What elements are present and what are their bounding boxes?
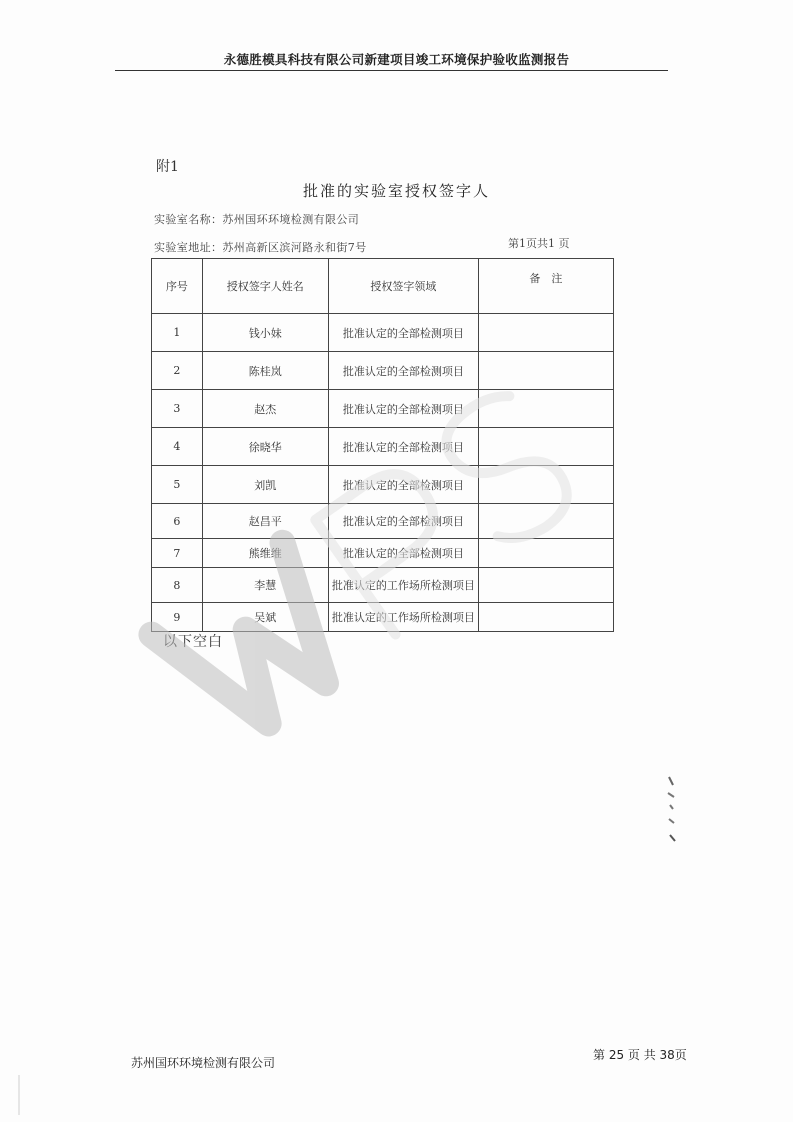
table-row — [152, 504, 614, 539]
binding-edge-marks — [664, 775, 680, 845]
cell-note — [478, 603, 613, 632]
cell-no: 4 — [152, 428, 203, 466]
header-divider — [115, 70, 668, 71]
cell-no: 7 — [152, 539, 203, 568]
cell-field: 批准认定的全部检测项目 — [328, 539, 478, 568]
cell-no: 6 — [152, 504, 203, 539]
cell-no: 8 — [152, 568, 203, 603]
cell-note — [478, 504, 613, 539]
cell-name: 徐晓华 — [202, 428, 328, 466]
lab-name-line: 实验室名称：苏州国环环境检测有限公司 — [154, 213, 360, 226]
cell-field: 批准认定的工作场所检测项目 — [328, 603, 478, 632]
cell-name: 赵杰 — [202, 390, 328, 428]
table-row — [152, 603, 614, 632]
footer-page-number: 第 25 页 共 38页 — [593, 1048, 687, 1062]
cell-name: 李慧 — [202, 568, 328, 603]
table-header-row — [152, 259, 614, 314]
col-header-note-label: 备 注 — [529, 272, 563, 285]
cell-field: 批准认定的全部检测项目 — [328, 466, 478, 504]
cell-field: 批准认定的全部检测项目 — [328, 504, 478, 539]
cell-no: 5 — [152, 466, 203, 504]
table-row — [152, 352, 614, 390]
lab-address-line: 实验室地址：苏州高新区滨河路永和街7号 — [154, 241, 367, 254]
cell-no: 2 — [152, 352, 203, 390]
cell-note — [478, 466, 613, 504]
document-title: 批准的实验室授权签字人 — [302, 182, 490, 200]
table-page-count: 第1页共1 页 — [508, 237, 570, 250]
appendix-label: 附1 — [156, 159, 179, 175]
cell-note — [478, 539, 613, 568]
cell-note — [478, 568, 613, 603]
cell-no: 3 — [152, 390, 203, 428]
cell-no: 9 — [152, 603, 203, 632]
cell-field: 批准认定的工作场所检测项目 — [328, 568, 478, 603]
cell-field: 批准认定的全部检测项目 — [328, 428, 478, 466]
scan-edge-shadow — [18, 1075, 20, 1115]
cell-note — [478, 390, 613, 428]
table-row — [152, 466, 614, 504]
table-row — [152, 314, 614, 352]
report-header-title: 永德胜模具科技有限公司新建项目竣工环境保护验收监测报告 — [223, 52, 570, 67]
cell-note — [478, 428, 613, 466]
cell-name: 陈桂岚 — [202, 352, 328, 390]
table-row — [152, 428, 614, 466]
cell-note — [478, 314, 613, 352]
signatory-table — [151, 258, 614, 632]
table-row — [152, 390, 614, 428]
col-header-name: 授权签字人姓名 — [202, 259, 328, 314]
table-row — [152, 539, 614, 568]
cell-no: 1 — [152, 314, 203, 352]
empty-below-note: 以下空白 — [163, 634, 223, 650]
cell-name: 熊维维 — [202, 539, 328, 568]
cell-name: 赵昌平 — [202, 504, 328, 539]
cell-field: 批准认定的全部检测项目 — [328, 352, 478, 390]
cell-note — [478, 352, 613, 390]
cell-name: 钱小妹 — [202, 314, 328, 352]
table-row — [152, 568, 614, 603]
cell-name: 刘凯 — [202, 466, 328, 504]
cell-field: 批准认定的全部检测项目 — [328, 390, 478, 428]
cell-name: 吴斌 — [202, 603, 328, 632]
col-header-field: 授权签字领域 — [328, 259, 478, 314]
footer-company-name: 苏州国环环境检测有限公司 — [131, 1056, 276, 1070]
col-header-note — [478, 259, 613, 314]
col-header-no: 序号 — [152, 259, 203, 314]
cell-field: 批准认定的全部检测项目 — [328, 314, 478, 352]
